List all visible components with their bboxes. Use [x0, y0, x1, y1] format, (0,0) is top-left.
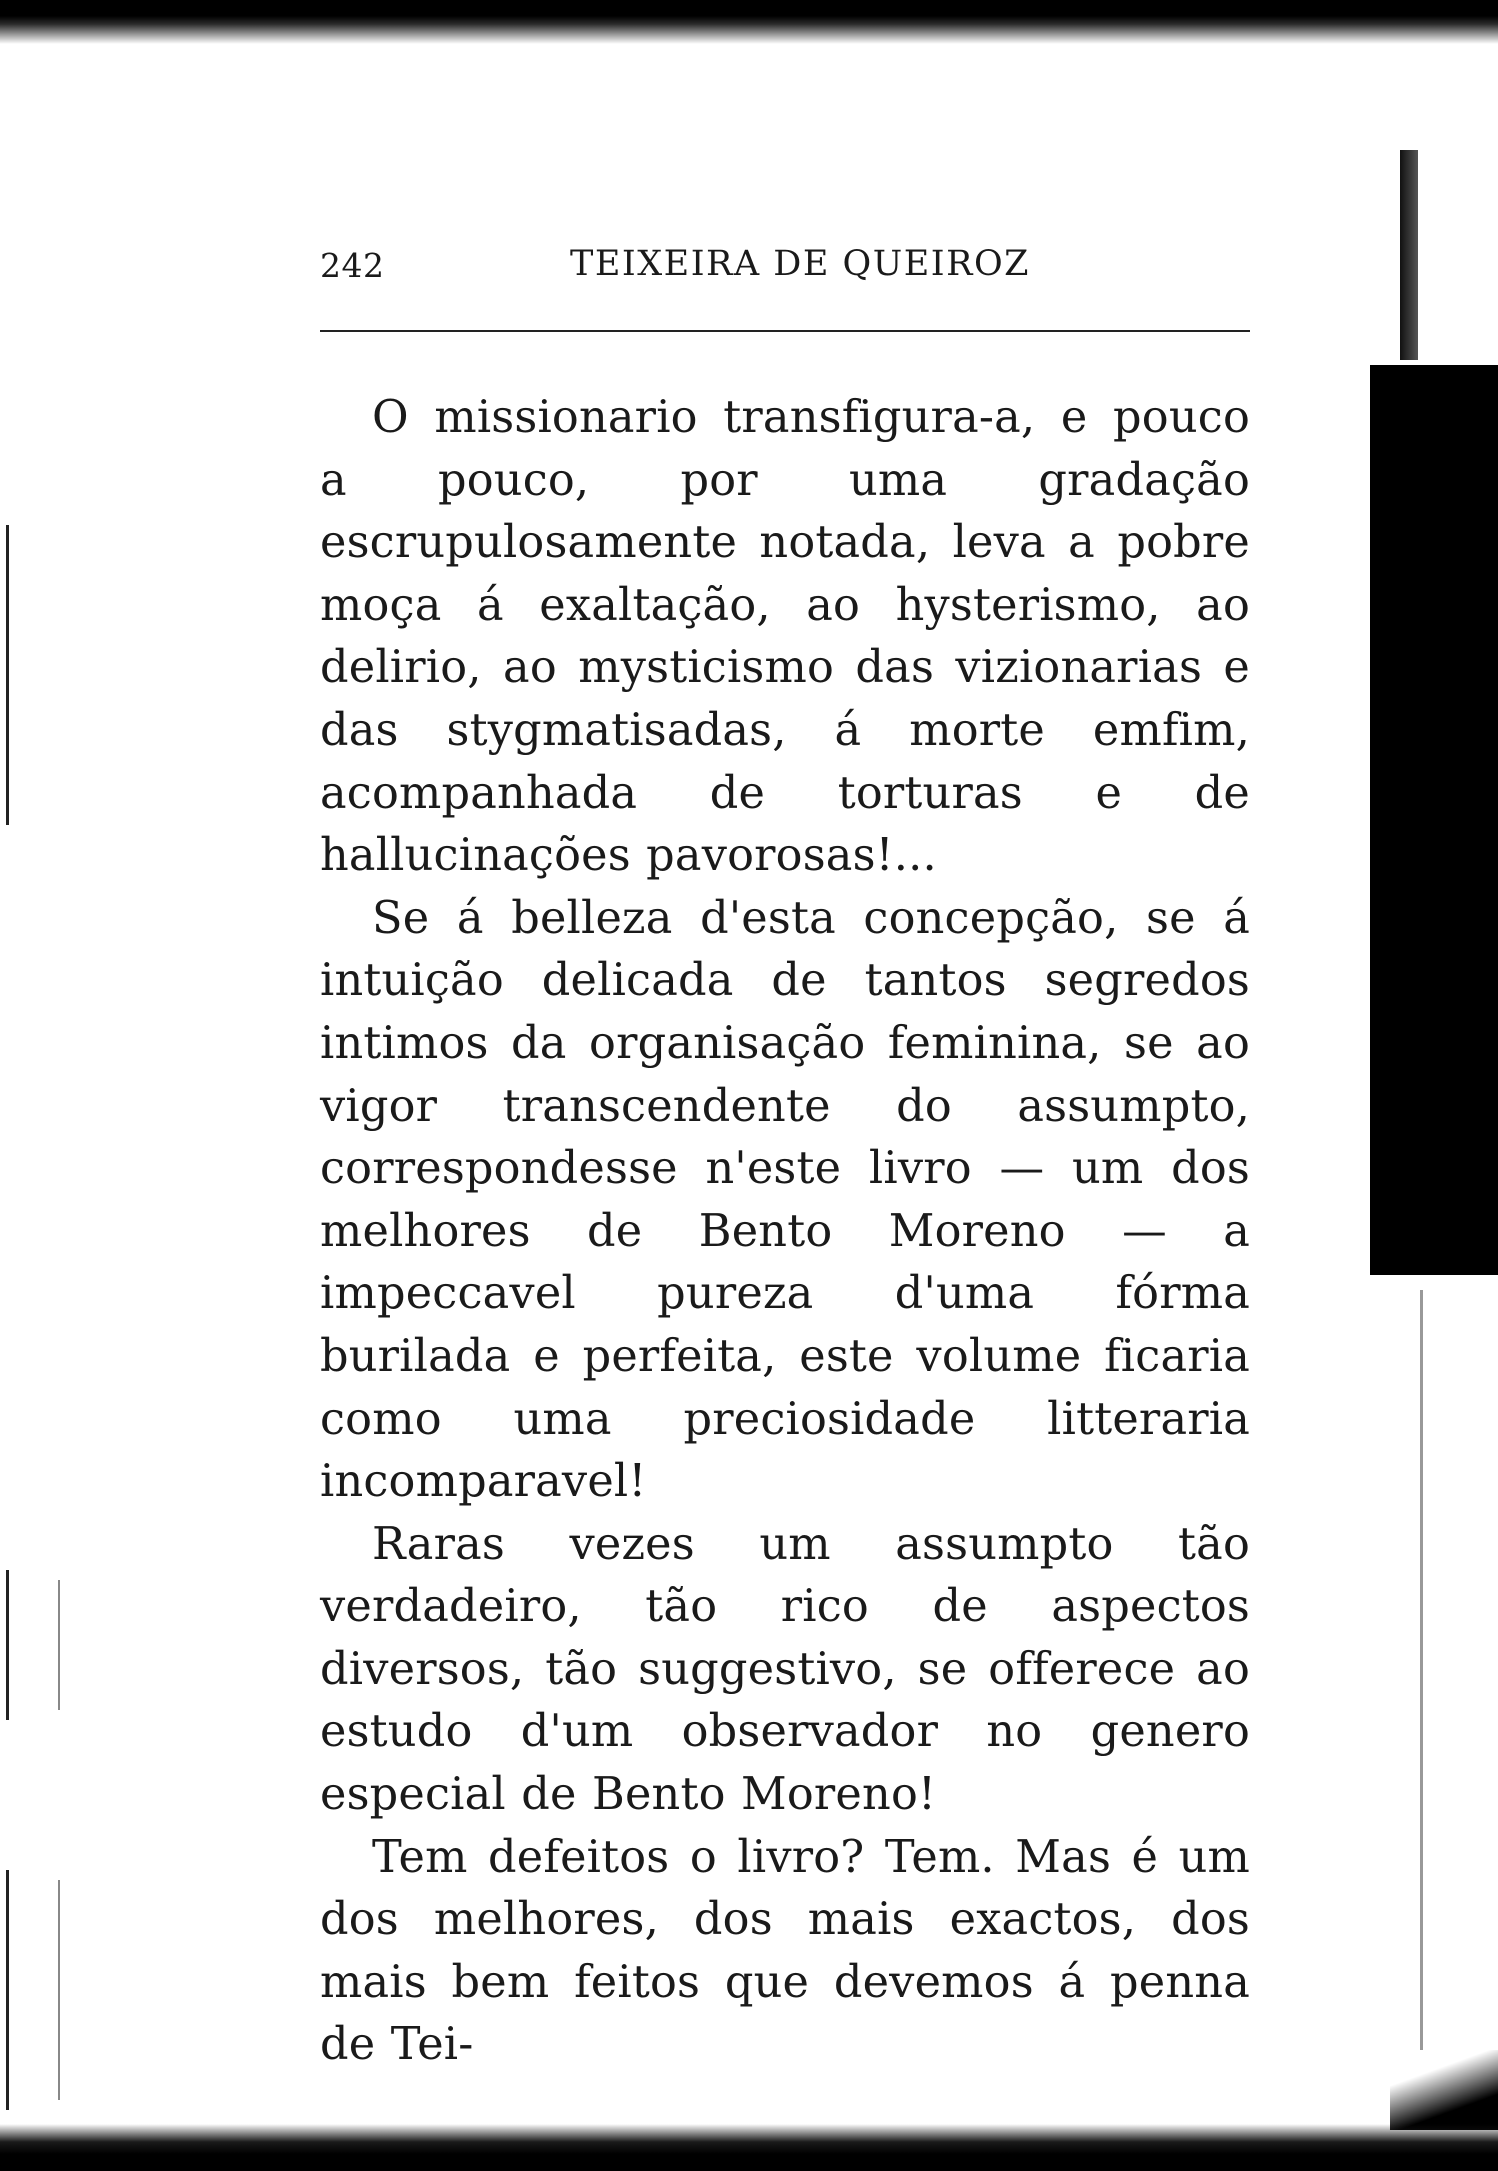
running-title: TEIXEIRA DE QUEIROZ [570, 244, 1030, 284]
scan-edge-line [1420, 1290, 1423, 2050]
scan-left-mark [6, 525, 9, 825]
scan-edge-strip [1400, 150, 1418, 360]
page-number: 242 [320, 246, 385, 285]
book-page [320, 236, 1250, 2071]
scan-corner-shadow [1390, 2050, 1498, 2130]
scan-left-line [58, 1580, 60, 1710]
scan-edge-block [1370, 365, 1498, 1275]
paragraph: Raras vezes um assumpto tão verdadeiro, tão rico de aspectos diversos, tão suggestivo, se offerece ao estudo d'um observador no genero especial de Bento Moreno! [320, 1517, 1250, 1821]
scan-left-mark [6, 1570, 9, 1720]
paragraph: Tem defeitos o livro? Tem. Mas é um dos melhores, dos mais exactos, dos mais bem feitos que devemos á penna de Tei- [320, 1830, 1250, 2071]
scan-border-top [0, 0, 1498, 44]
scan-border-bottom [0, 2124, 1498, 2171]
running-head [320, 236, 1250, 296]
paragraph: Se á belleza d'esta concepção, se á intuição delicada de tantos segredos intimos da organisação feminina, se ao vigor transcendente do assumpto, correspondesse n'este livro — um dos melhores de Bento Moreno — a impeccavel pureza d'uma fórma burilada e perfeita, este volume ficaria como uma preciosidade litteraria incomparavel! [320, 891, 1250, 1508]
scan-left-mark [6, 1870, 9, 2110]
paragraph: O missionario transfigura-a, e pouco a pouco, por uma gradação escrupulosamente notada, leva a pobre moça á exaltação, ao hysterismo, ao delirio, ao mysticismo das vizionarias e das stygmatisadas, á morte emfim, acompanhada de torturas e de hallucinações pavorosas!... [320, 391, 1250, 882]
body-text [320, 386, 1250, 2076]
header-rule [320, 330, 1250, 332]
scan-left-line [58, 1880, 60, 2100]
